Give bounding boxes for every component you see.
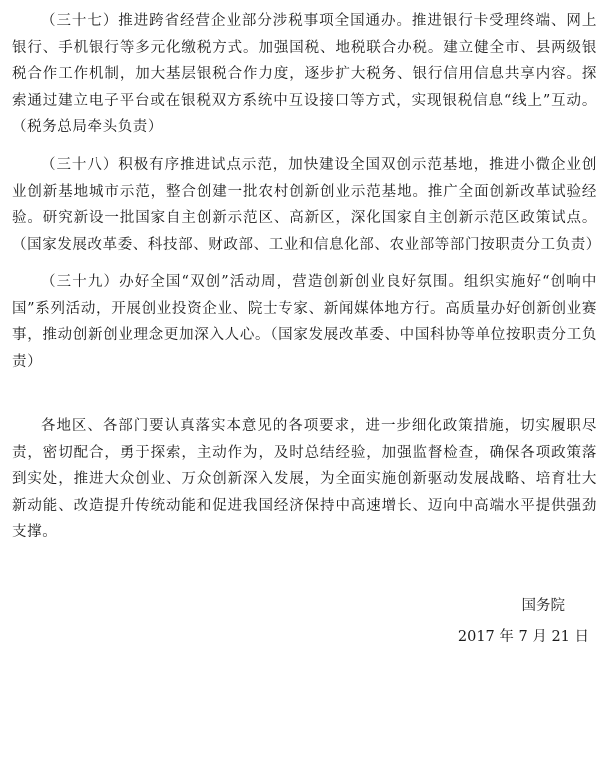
paragraph-item-37: （三十七）推进跨省经营企业部分涉税事项全国通办。推进银行卡受理终端、网上银行、手机银行等多元化缴税方式。加强国税、地税联合办税。建立健全市、县两级银税合作工作机制，加大基层银税合作力度，逐步扩大税务、银行信用信息共享内容。探索通过建立电子平台或在银税双方系统中互设接口等方式，实现银税信息“线上”互动。（税务总局牵头负责） — [12, 13, 597, 135]
signature-date: 2017 年 7 月 21 日 — [457, 629, 589, 645]
paragraph-item-38: （三十八）积极有序推进试点示范，加快建设全国双创示范基地，推进小微企业创业创新基地城市示范，整合创建一批农村创新创业示范基地。推广全面创新改革试验经验。研究新设一批国家自主创新示范区、高新区，深化国家自主创新示范区政策试点。（国家发展改革委、科技部、财政部、工业和信息化部、农业部等部门按职责分工负责） — [12, 157, 601, 253]
paragraph-item-39: （三十九）办好全国“双创”活动周，营造创新创业良好氛围。组织实施好“创响中国”系列活动，开展创业投资企业、院士专家、新闻媒体地方行。高质量办好创新创业赛事，推动创新创业理念更加深入人心。（国家发展改革委、中国科协等单位按职责分工负责） — [12, 274, 597, 370]
signature-issuer: 国务院 — [521, 598, 565, 614]
closing-paragraph: 各地区、各部门要认真落实本意见的各项要求，进一步细化政策措施，切实履职尽责，密切配合，勇于探索，主动作为，及时总结经验，加强监督检查，确保各项政策落到实处，推进大众创业、万众创新深入发展，为全面实施创新驱动发展战略、培育壮大新动能、改造提升传统动能和促进我国经济保持中高速增长、迈向中高端水平提供强劲支撑。 — [12, 418, 597, 540]
